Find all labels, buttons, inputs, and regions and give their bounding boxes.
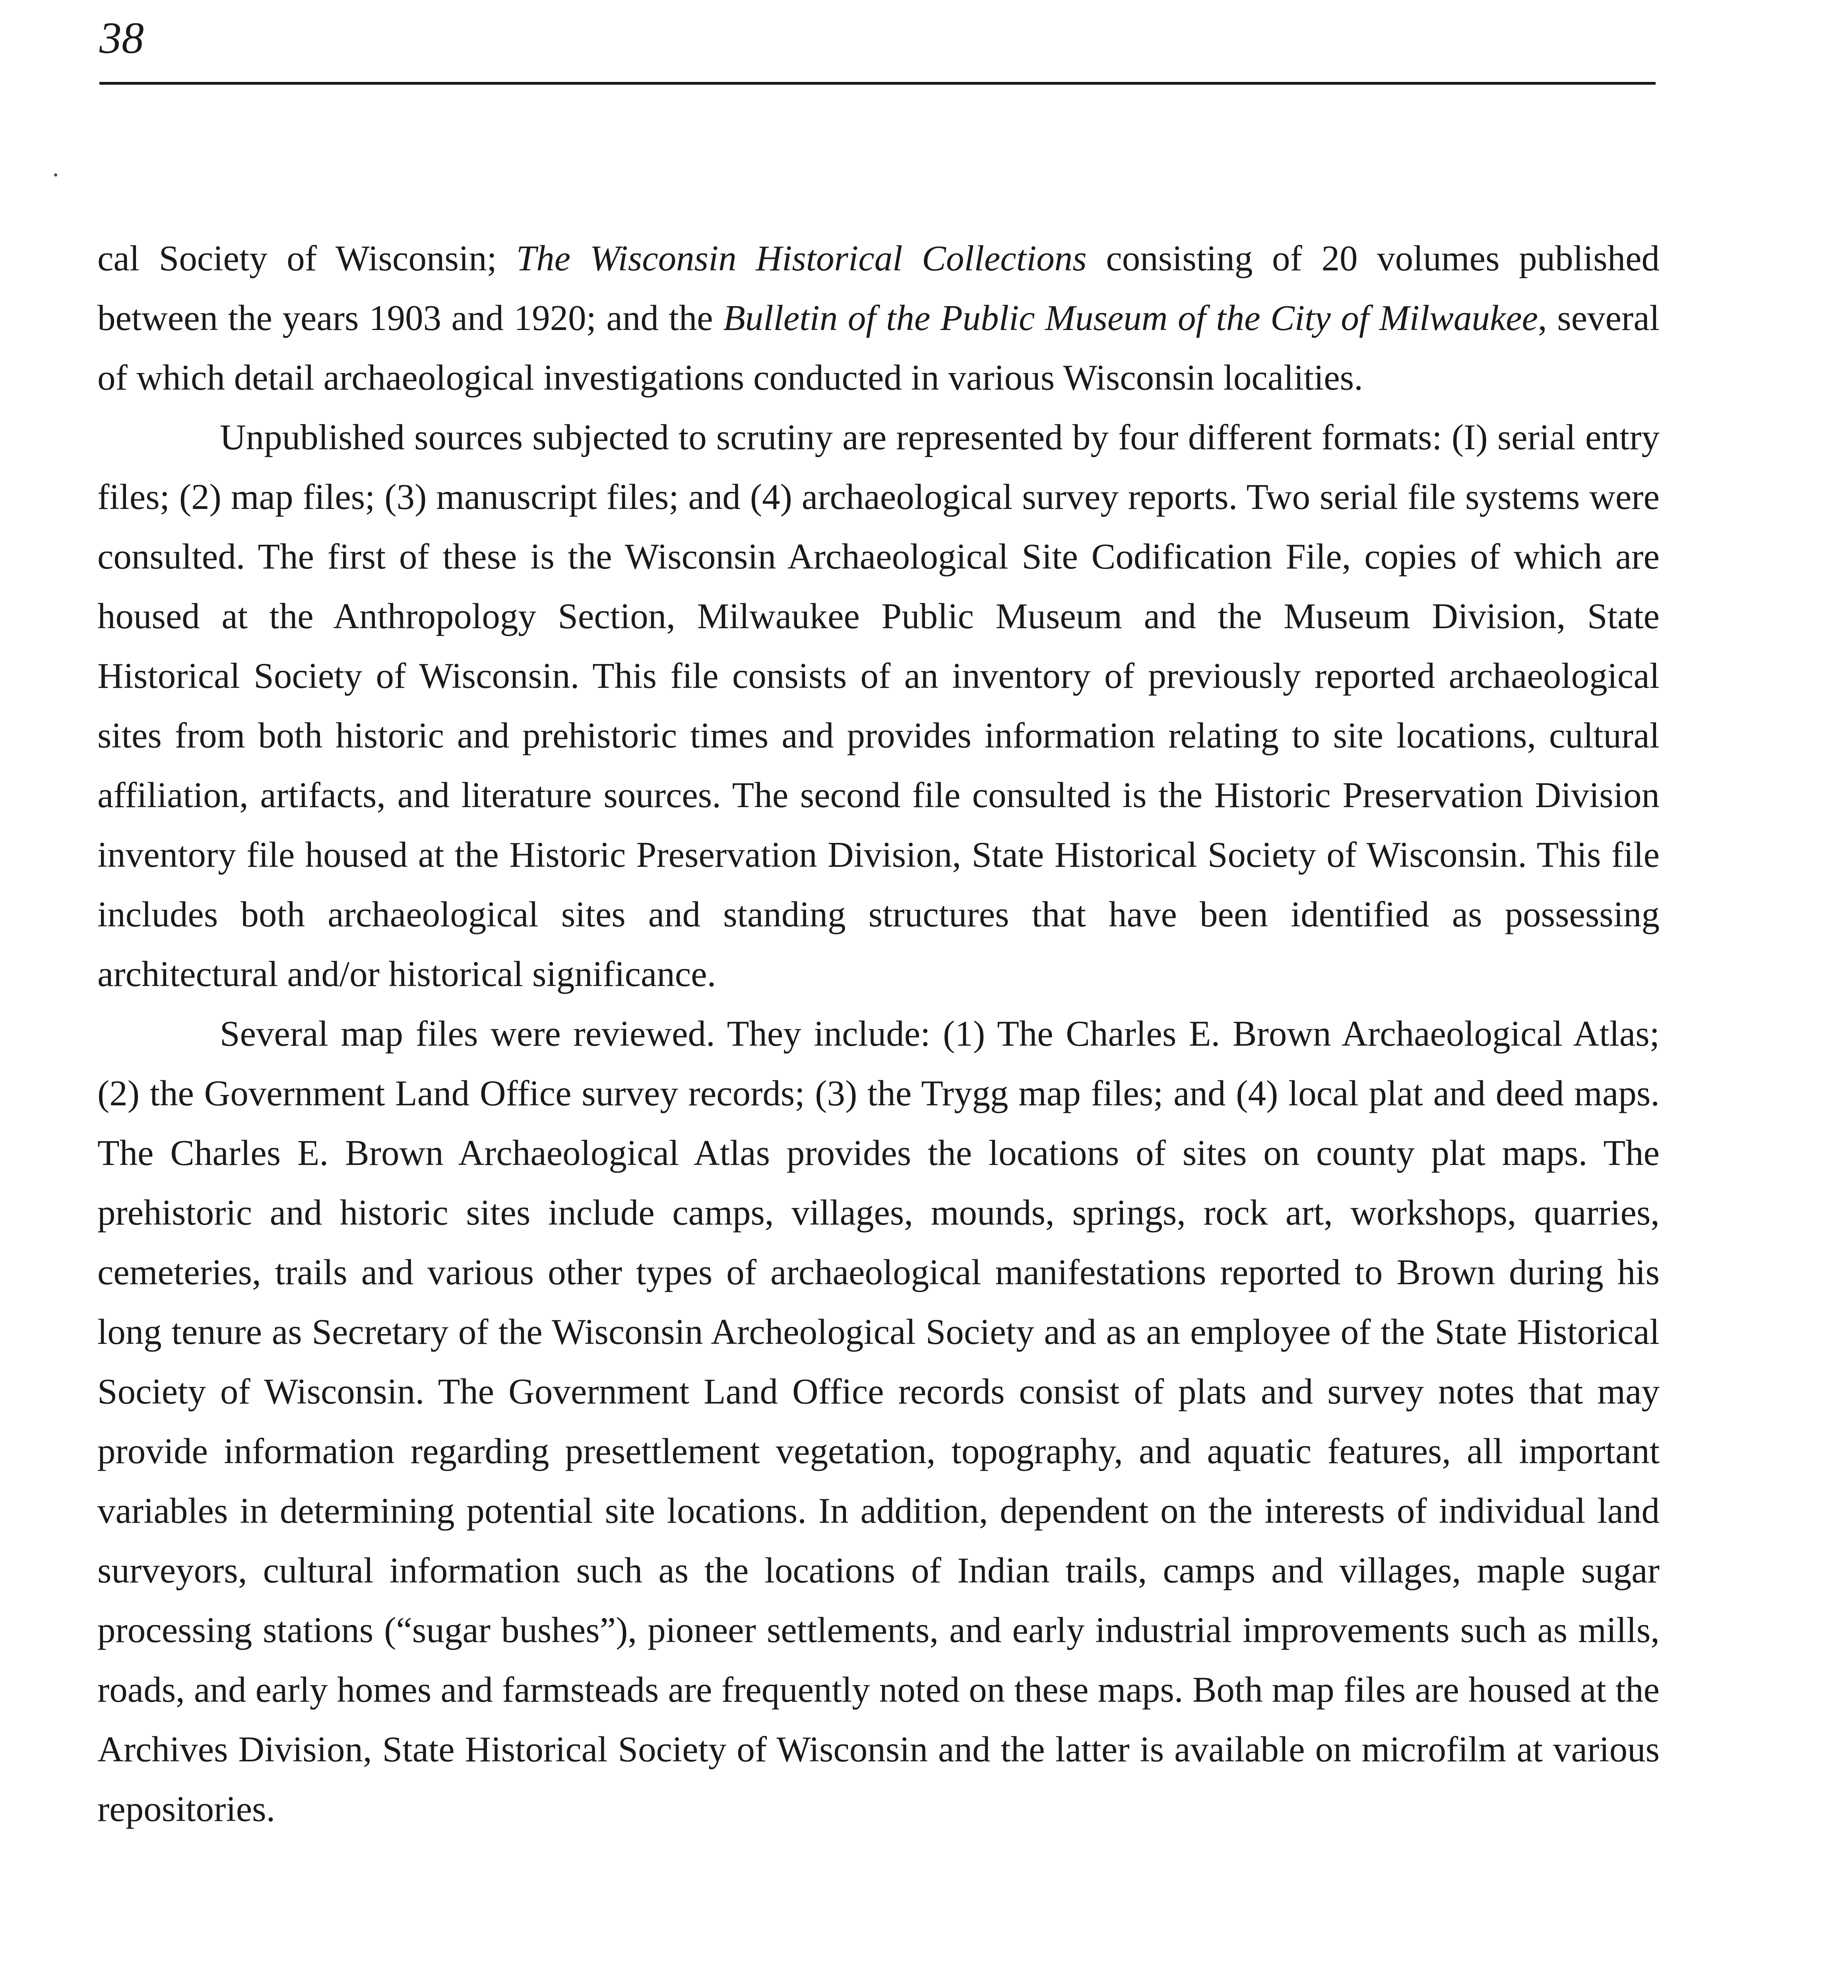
paragraph-2: Unpublished sources subjected to scrutiny are represented by four different formats: (I) serial entry files; (2) map files; (3) manuscript files; and (4) archaeological survey reports. Two serial file systems were consulted. The first of these is the Wisconsin Archaeological Site Codification File, copies of which are housed at the Anthropology Section, Milwaukee Public Museum and the Museum Division, State Historical Society of Wisconsin. This file consists of an inventory of previously reported archaeological sites from both historic and prehistoric times and provides information relating to site locations, cultural affiliation, artifacts, and literature sources. The second file consulted is the Historic Preservation Division inventory file housed at the Historic Preservation Division, State Historical Society of Wisconsin. This file includes both archaeological sites and standing structures that have been identified as possessing architectural and/or historical significance. bbox=[97, 417, 1660, 994]
italic-title-collections: The Wisconsin Historical Collections bbox=[516, 238, 1087, 278]
paragraph-3: Several map files were reviewed. They include: (1) The Charles E. Brown Archaeological Atlas; (2) the Government Land Office survey records; (3) the Trygg map files; and (4) local plat and deed maps. The Charles E. Brown Archaeological Atlas provides the locations of sites on county plat maps. The prehistoric and historic sites include camps, villages, mounds, springs, rock art, workshops, quarries, cemeteries, trails and various other types of archaeological manifestations reported to Brown during his long tenure as Secretary of the Wisconsin Archeological Society and as an employee of the State Historical Society of Wisconsin. The Government Land Office records consist of plats and survey notes that may provide information regarding presettlement vegetation, topography, and aquatic features, all important variables in determining potential site locations. In addition, dependent on the interests of individual land surveyors, cultural information such as the locations of Indian trails, camps and villages, maple sugar processing stations (“sugar bushes”), pioneer settlements, and early industrial improvements such as mills, roads, and early homes and farmsteads are frequently noted on these maps. Both map files are housed at the Archives Division, State Historical Society of Wisconsin and the latter is available on microfilm at various repositories. bbox=[97, 1013, 1660, 1829]
stray-mark bbox=[54, 173, 57, 177]
paragraph-1-text-b: consisting of 20 volumes published between the years 1903 and 1920; and the bbox=[97, 238, 1660, 338]
paragraph-1 bbox=[97, 229, 1660, 408]
paragraph-1-text-a: cal Society of Wisconsin; bbox=[97, 238, 516, 278]
page-number: 38 bbox=[99, 14, 144, 63]
italic-title-bulletin: Bulletin of the Public Museum of the City of Milwaukee bbox=[723, 298, 1538, 338]
header-rule bbox=[99, 82, 1656, 85]
body-text bbox=[97, 229, 1660, 1839]
paragraph-1-text-c: , several of which detail archaeological investigations conducted in various Wisconsin localities. bbox=[97, 298, 1660, 398]
